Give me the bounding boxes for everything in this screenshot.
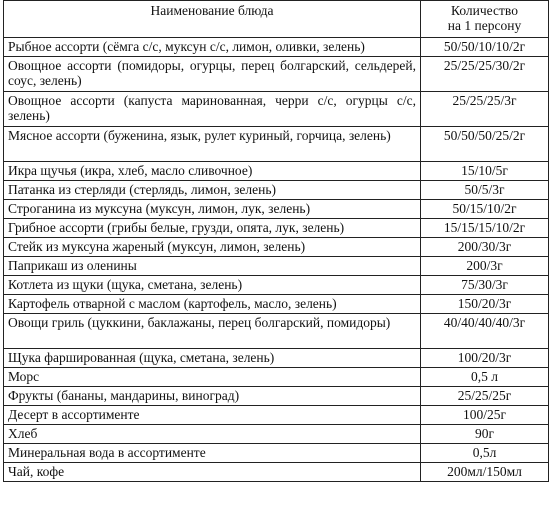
table-row [4,127,549,162]
table-header-row [4,1,549,38]
table-row [4,257,549,276]
quantity-cell: 75/30/3г [421,276,549,295]
table-row [4,219,549,238]
table-row [4,276,549,295]
quantity-cell: 50/15/10/2г [421,200,549,219]
table-row [4,238,549,257]
table-row [4,444,549,463]
quantity-cell: 50/5/3г [421,181,549,200]
table-body [4,38,549,482]
quantity-cell: 200/3г [421,257,549,276]
quantity-cell: 25/25/25г [421,387,549,406]
dish-name-cell: Морс [4,368,421,387]
dish-name-cell: Овощное ассорти (капуста маринованная, черри с/с, огурцы с/с, зелень) [4,92,421,127]
quantity-cell: 100/20/3г [421,349,549,368]
dish-name-cell: Фрукты (бананы, мандарины, виноград) [4,387,421,406]
header-quantity-line2: на 1 персону [447,18,522,33]
table-row [4,200,549,219]
table-row [4,368,549,387]
table-row [4,314,549,349]
table-row [4,387,549,406]
dish-name-cell: Строганина из муксуна (муксун, лимон, лук, зелень) [4,200,421,219]
quantity-cell: 15/10/5г [421,162,549,181]
table-row [4,57,549,92]
dish-name-cell: Икра щучья (икра, хлеб, масло сливочное) [4,162,421,181]
dish-name-cell: Патанка из стерляди (стерлядь, лимон, зелень) [4,181,421,200]
table-row [4,349,549,368]
dish-name-cell: Паприкаш из оленины [4,257,421,276]
dish-name-cell: Картофель отварной с маслом (картофель, масло, зелень) [4,295,421,314]
header-quantity [421,1,549,38]
header-quantity-line1: Количество [451,3,518,18]
quantity-cell: 0,5л [421,444,549,463]
dish-name-cell: Овощи гриль (цуккини, баклажаны, перец болгарский, помидоры) [4,314,421,349]
quantity-cell: 25/25/25/30/2г [421,57,549,92]
table-row [4,463,549,482]
table-row [4,295,549,314]
table-row [4,425,549,444]
quantity-cell: 90г [421,425,549,444]
dish-name-cell: Чай, кофе [4,463,421,482]
table-row [4,92,549,127]
dish-name-cell: Котлета из щуки (щука, сметана, зелень) [4,276,421,295]
quantity-cell: 25/25/25/3г [421,92,549,127]
quantity-cell: 200мл/150мл [421,463,549,482]
dish-name-cell: Рыбное ассорти (сёмга с/с, муксун с/с, лимон, оливки, зелень) [4,38,421,57]
table-row [4,162,549,181]
quantity-cell: 100/25г [421,406,549,425]
dish-name-cell: Хлеб [4,425,421,444]
dish-name-cell: Мясное ассорти (буженина, язык, рулет куриный, горчица, зелень) [4,127,421,162]
dish-name-cell: Грибное ассорти (грибы белые, грузди, опята, лук, зелень) [4,219,421,238]
quantity-cell: 0,5 л [421,368,549,387]
quantity-cell: 150/20/3г [421,295,549,314]
quantity-cell: 200/30/3г [421,238,549,257]
quantity-cell: 40/40/40/40/3г [421,314,549,349]
dish-name-cell: Минеральная вода в ассортименте [4,444,421,463]
header-dish-name: Наименование блюда [4,1,421,38]
quantity-cell: 50/50/50/25/2г [421,127,549,162]
table-row [4,38,549,57]
quantity-cell: 15/15/15/10/2г [421,219,549,238]
menu-table [3,0,549,482]
dish-name-cell: Щука фаршированная (щука, сметана, зелень) [4,349,421,368]
dish-name-cell: Стейк из муксуна жареный (муксун, лимон, зелень) [4,238,421,257]
table-row [4,181,549,200]
dish-name-cell: Десерт в ассортименте [4,406,421,425]
dish-name-cell: Овощное ассорти (помидоры, огурцы, перец болгарский, сельдерей, соус, зелень) [4,57,421,92]
quantity-cell: 50/50/10/10/2г [421,38,549,57]
table-row [4,406,549,425]
